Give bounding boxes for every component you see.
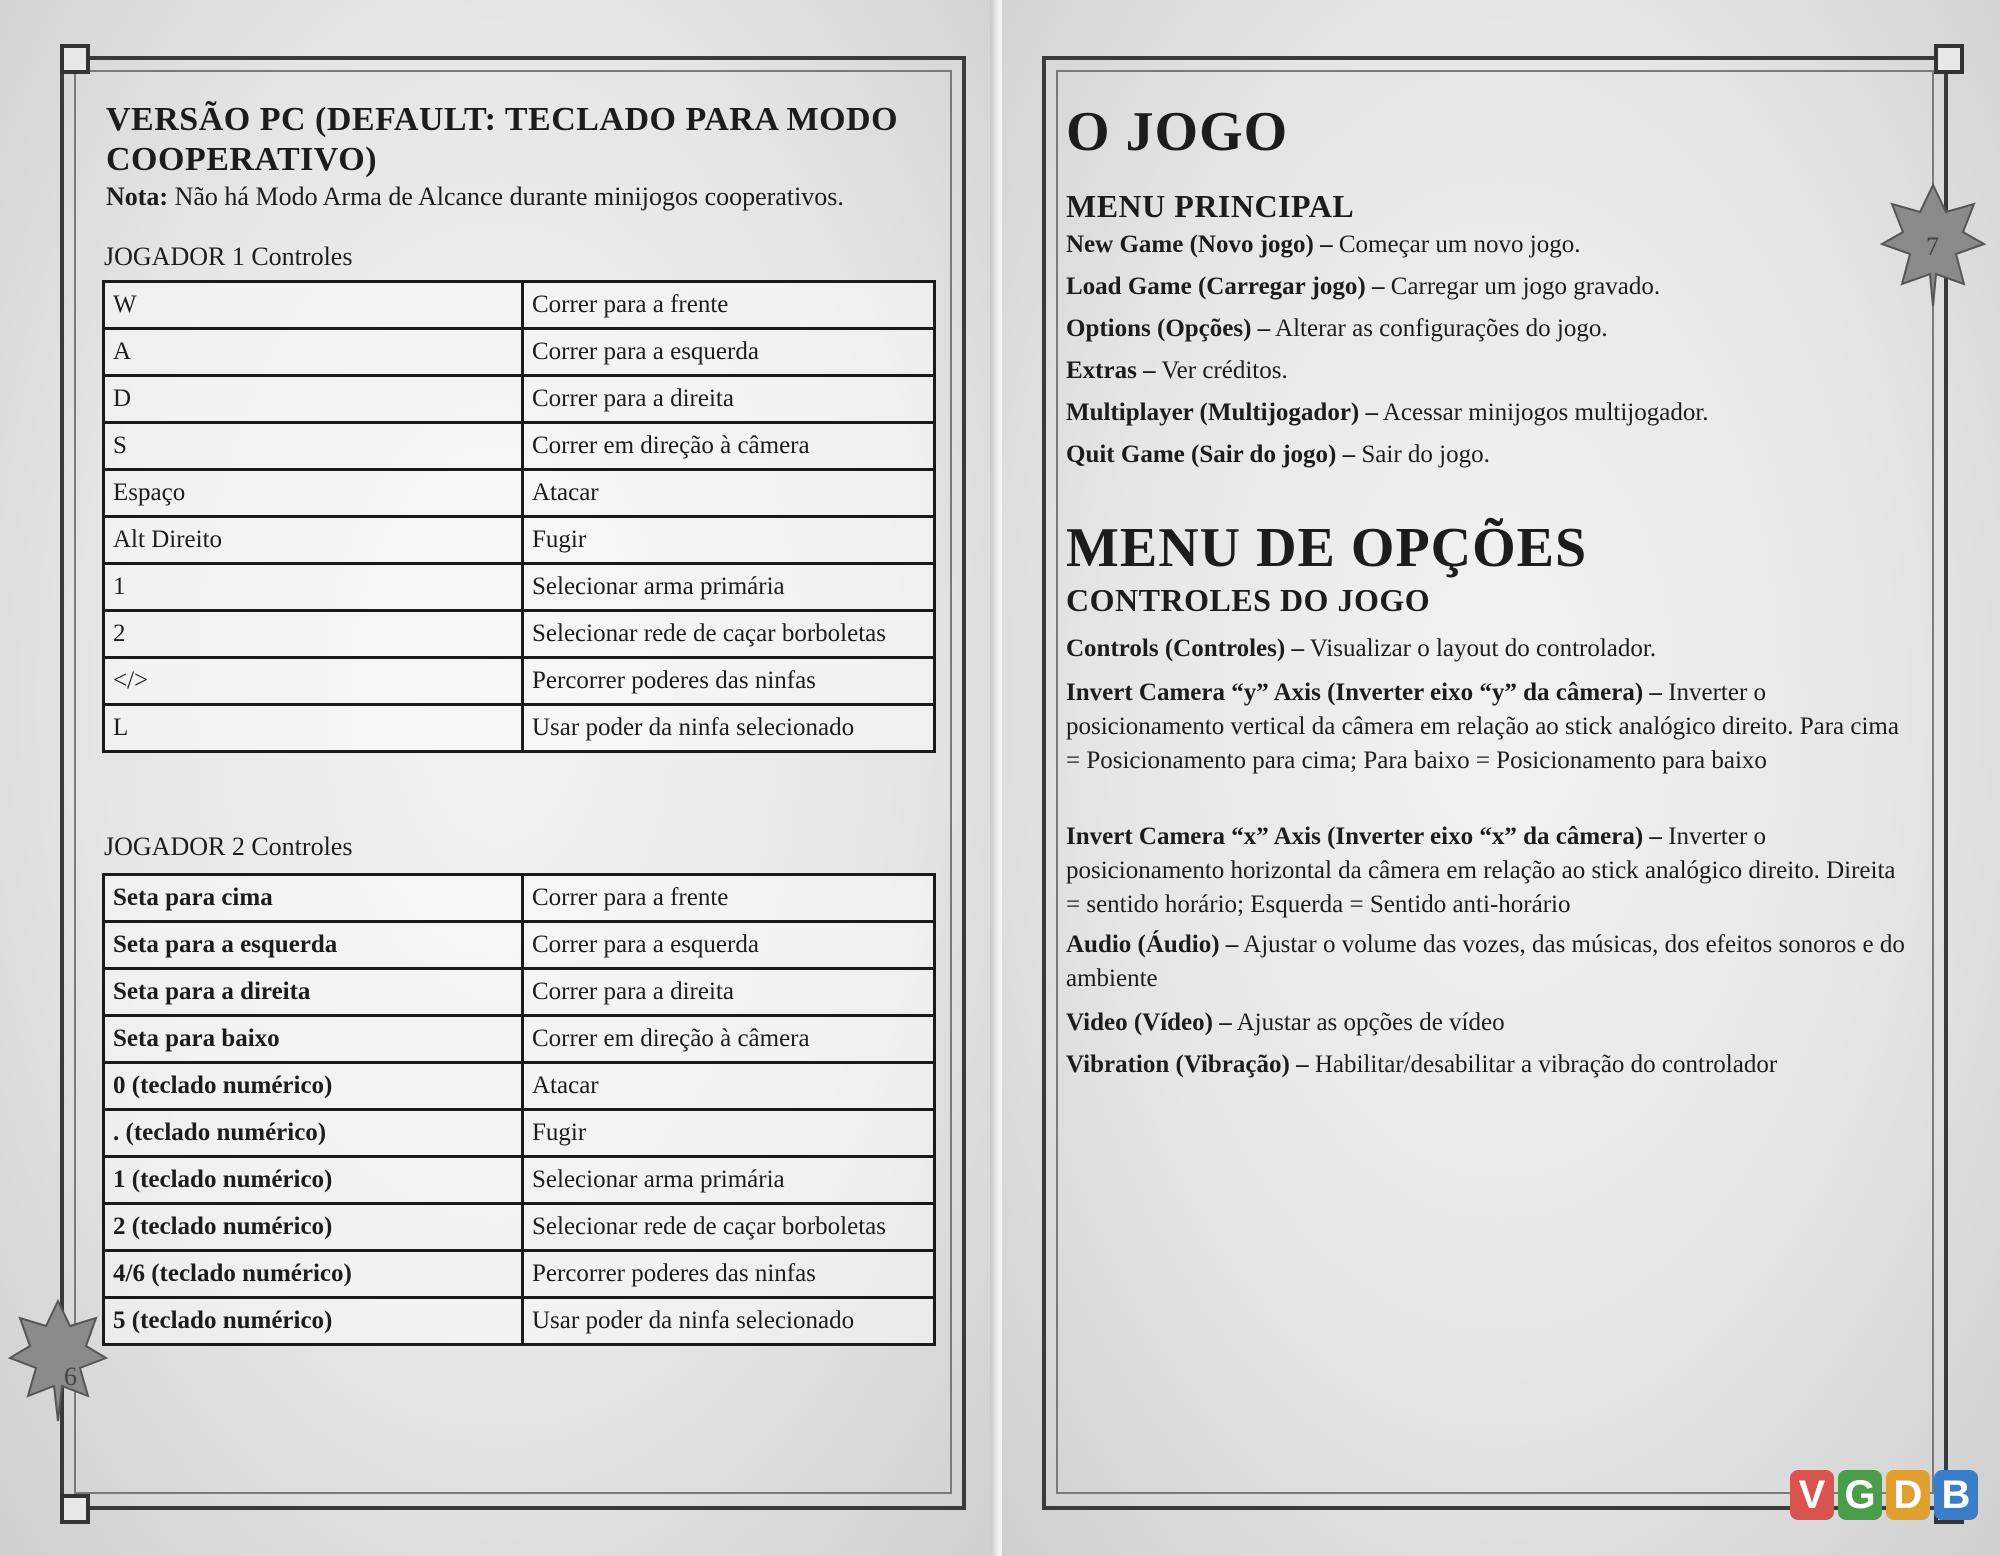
table-row (104, 376, 935, 423)
menu-item-description: Carregar um jogo gravado. (1384, 273, 1661, 300)
menu-item-description: Começar um novo jogo. (1332, 231, 1581, 258)
menu-item-description: Inverter o posicionamento horizontal da câmera em relação ao stick analógico direito. Direita = sentido horário; Esquerda = Sentido anti-horário (1066, 823, 1896, 918)
table-row (104, 922, 935, 969)
control-action: Correr para a frente (523, 875, 935, 922)
player2-caption: JOGADOR 2 Controles (104, 832, 353, 861)
control-key: L (104, 705, 523, 752)
menu-item-term: Controls (Controles) – (1066, 635, 1304, 662)
menu-item (1066, 676, 1906, 778)
menu-item-term: Invert Camera “y” Axis (Inverter eixo “y” da câmera) – (1066, 679, 1662, 706)
table-row (104, 1204, 935, 1251)
menu-item (1066, 228, 1906, 262)
table-row (104, 875, 935, 922)
game-title: O JOGO (1066, 101, 1289, 163)
control-action: Usar poder da ninfa selecionado (523, 705, 935, 752)
vgdb-watermark-logo (1790, 1470, 1978, 1520)
menu-item (1066, 438, 1906, 472)
menu-item-term: Options (Opções) – (1066, 315, 1271, 342)
menu-item-description: Acessar minijogos multijogador. (1378, 399, 1709, 426)
corner-ornament (60, 44, 90, 74)
page-number: 6 (64, 1362, 77, 1391)
control-action: Atacar (523, 1063, 935, 1110)
table-row (104, 1157, 935, 1204)
table-row (104, 658, 935, 705)
menu-item (1066, 928, 1906, 996)
right-page (1002, 0, 2000, 1556)
menu-item-term: Multiplayer (Multijogador) – (1066, 399, 1378, 426)
control-action: Correr para a frente (523, 282, 935, 329)
control-action: Selecionar rede de caçar borboletas (523, 1204, 935, 1251)
control-action: Correr para a esquerda (523, 922, 935, 969)
table-row (104, 611, 935, 658)
table-row (104, 1063, 935, 1110)
control-key: Seta para a direita (104, 969, 523, 1016)
watermark-letter: D (1886, 1470, 1930, 1520)
note-label: Nota: (106, 182, 169, 211)
table-row (104, 282, 935, 329)
control-key: 1 (104, 564, 523, 611)
table-row (104, 1298, 935, 1345)
menu-item-description: Inverter o posicionamento vertical da câmera em relação ao stick analógico direito. Para cima = Posicionamento para cima; Para baixo = Posicionamento para baixo (1066, 679, 1899, 774)
control-key: W (104, 282, 523, 329)
control-action: Correr para a direita (523, 376, 935, 423)
control-key: 2 (104, 611, 523, 658)
menu-item-description: Alterar as configurações do jogo. (1270, 315, 1608, 342)
control-action: Correr para a direita (523, 969, 935, 1016)
options-menu-title: MENU DE OPÇÕES (1066, 517, 1588, 579)
pc-version-heading: VERSÃO PC (DEFAULT: TECLADO PARA MODO COOPERATIVO) (106, 101, 899, 178)
control-action: Fugir (523, 1110, 935, 1157)
table-row (104, 517, 935, 564)
table-row (104, 705, 935, 752)
main-menu-heading: MENU PRINCIPAL (1066, 188, 1355, 224)
menu-item (1066, 354, 1906, 388)
control-key: . (teclado numérico) (104, 1110, 523, 1157)
watermark-letter: V (1790, 1470, 1834, 1520)
control-key: Seta para baixo (104, 1016, 523, 1063)
left-page (0, 0, 998, 1556)
menu-item-term: Audio (Áudio) – (1066, 931, 1239, 958)
menu-item-description: Ajustar as opções de vídeo (1231, 1009, 1505, 1036)
control-key: D (104, 376, 523, 423)
menu-item-term: Extras – (1066, 357, 1156, 384)
menu-item-term: Quit Game (Sair do jogo) – (1066, 441, 1356, 468)
menu-item-term: Invert Camera “x” Axis (Inverter eixo “x” da câmera) – (1066, 823, 1662, 850)
control-key: A (104, 329, 523, 376)
menu-item-description: Habilitar/desabilitar a vibração do controlador (1308, 1051, 1778, 1078)
control-action: Fugir (523, 517, 935, 564)
menu-item-description: Ver créditos. (1155, 357, 1288, 384)
control-key: 0 (teclado numérico) (104, 1063, 523, 1110)
menu-item-description: Sair do jogo. (1355, 441, 1490, 468)
control-action: Selecionar arma primária (523, 564, 935, 611)
menu-item (1066, 270, 1906, 304)
control-action: Percorrer poderes das ninfas (523, 658, 935, 705)
control-action: Correr em direção à câmera (523, 1016, 935, 1063)
control-key: 2 (teclado numérico) (104, 1204, 523, 1251)
menu-item-term: Load Game (Carregar jogo) – (1066, 273, 1385, 300)
table-row (104, 1251, 935, 1298)
menu-item-description: Visualizar o layout do controlador. (1303, 635, 1657, 662)
control-key: Alt Direito (104, 517, 523, 564)
control-action: Percorrer poderes das ninfas (523, 1251, 935, 1298)
control-key: 4/6 (teclado numérico) (104, 1251, 523, 1298)
control-key: 1 (teclado numérico) (104, 1157, 523, 1204)
player2-controls-table (102, 873, 936, 1346)
menu-item-term: Vibration (Vibração) – (1066, 1051, 1309, 1078)
menu-item (1066, 820, 1906, 922)
control-action: Correr para a esquerda (523, 329, 935, 376)
player1-caption: JOGADOR 1 Controles (104, 242, 353, 271)
control-key: Espaço (104, 470, 523, 517)
watermark-letter: B (1934, 1470, 1978, 1520)
control-action: Correr em direção à câmera (523, 423, 935, 470)
leaf-icon (8, 1296, 108, 1426)
table-row (104, 1016, 935, 1063)
table-row (104, 1110, 935, 1157)
note-text: Não há Modo Arma de Alcance durante minijogos cooperativos. (174, 182, 844, 211)
control-key: S (104, 423, 523, 470)
corner-ornament (60, 1494, 90, 1524)
menu-item (1066, 632, 1906, 666)
control-key: Seta para a esquerda (104, 922, 523, 969)
menu-item-term: Video (Vídeo) – (1066, 1009, 1232, 1036)
control-action: Usar poder da ninfa selecionado (523, 1298, 935, 1345)
menu-item (1066, 1048, 1906, 1082)
table-row (104, 969, 935, 1016)
corner-ornament (1934, 44, 1964, 74)
player1-controls-table (102, 280, 936, 753)
menu-item (1066, 396, 1906, 430)
menu-item (1066, 312, 1906, 346)
watermark-letter: G (1838, 1470, 1882, 1520)
table-row (104, 564, 935, 611)
game-controls-heading: CONTROLES DO JOGO (1066, 582, 1431, 618)
table-row (104, 329, 935, 376)
menu-item-description: Ajustar o volume das vozes, das músicas, dos efeitos sonoros e do ambiente (1066, 931, 1905, 992)
control-action: Selecionar rede de caçar borboletas (523, 611, 935, 658)
table-row (104, 470, 935, 517)
menu-item (1066, 1006, 1906, 1040)
control-action: Atacar (523, 470, 935, 517)
control-key: </> (104, 658, 523, 705)
control-action: Selecionar arma primária (523, 1157, 935, 1204)
control-key: 5 (teclado numérico) (104, 1298, 523, 1345)
page-number: 7 (1926, 232, 1939, 261)
control-key: Seta para cima (104, 875, 523, 922)
table-row (104, 423, 935, 470)
note (106, 182, 966, 212)
menu-item-term: New Game (Novo jogo) – (1066, 231, 1333, 258)
